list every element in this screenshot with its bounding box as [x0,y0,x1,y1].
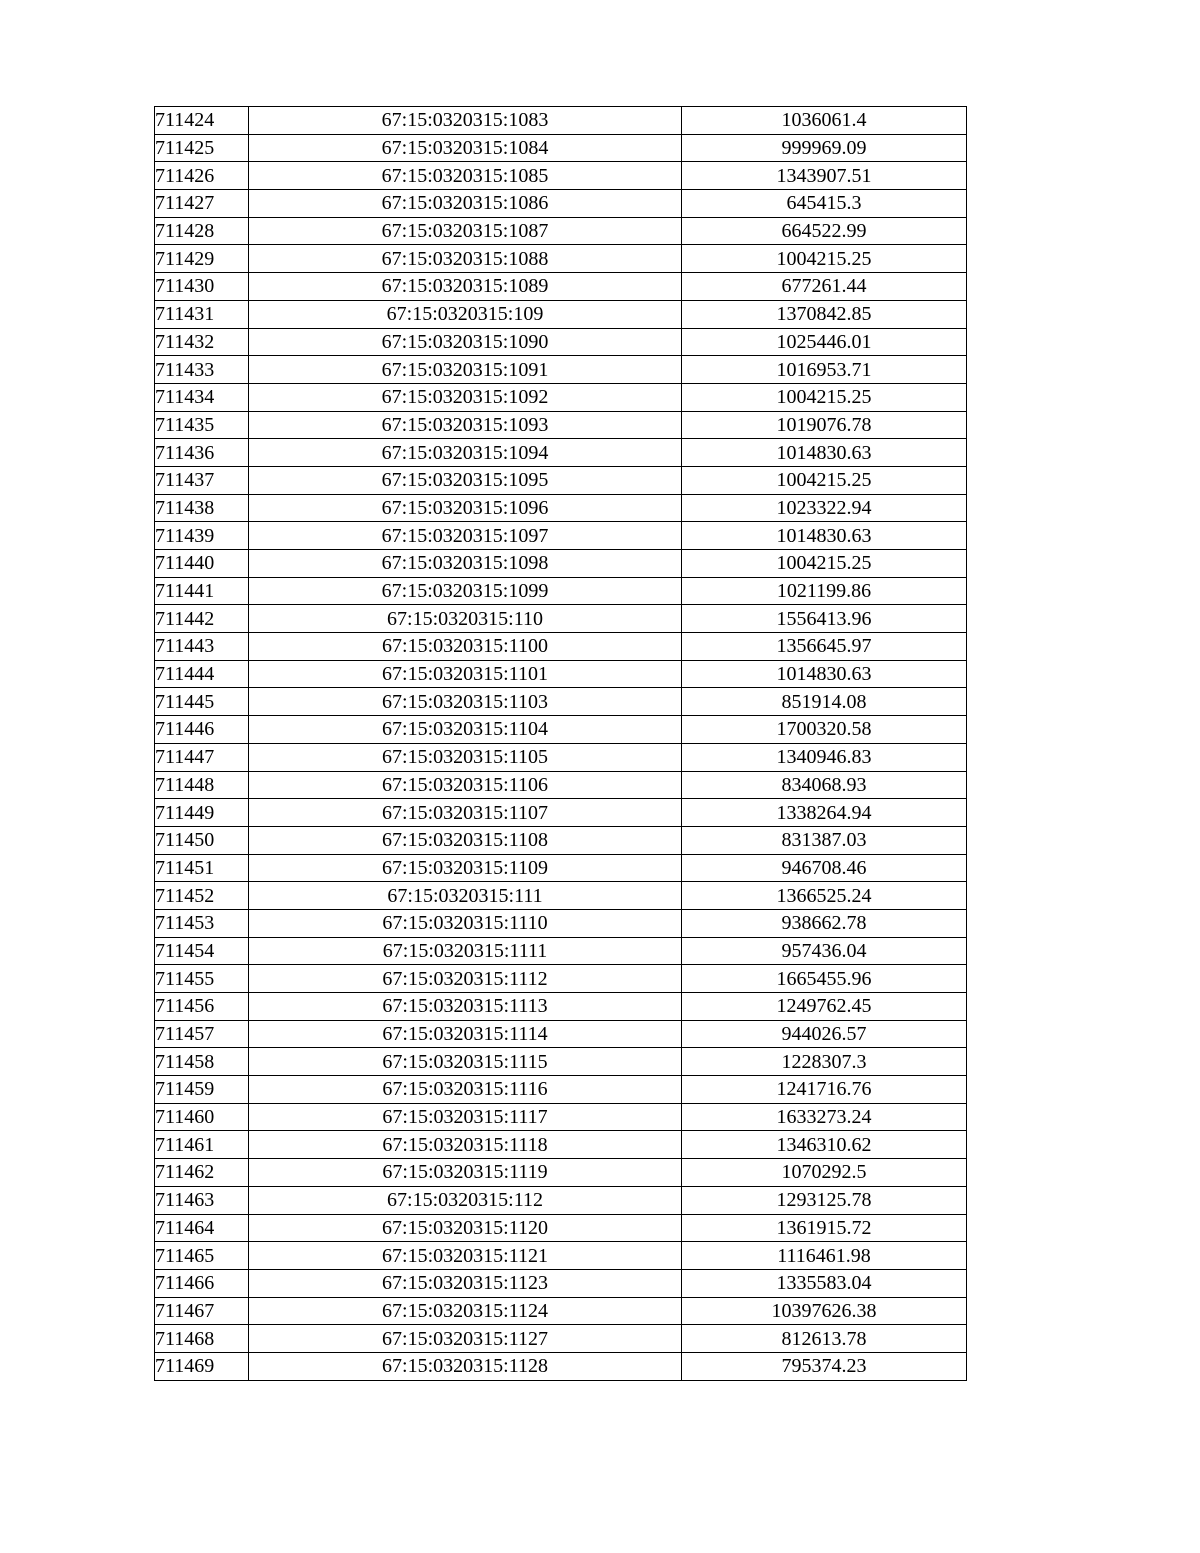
cadastral-value-cell: 938662.78 [682,909,967,937]
cadastral-number-cell: 67:15:0320315:112 [249,1186,682,1214]
table-row [155,134,967,162]
cadastral-value-cell: 812613.78 [682,1325,967,1353]
cadastral-number-cell: 67:15:0320315:1121 [249,1242,682,1270]
cadastral-number-cell: 67:15:0320315:1106 [249,771,682,799]
row-number-cell: 711464 [155,1214,249,1242]
cadastral-value-cell: 1021199.86 [682,577,967,605]
row-number-cell: 711462 [155,1159,249,1187]
cadastral-value-cell: 1293125.78 [682,1186,967,1214]
cadastral-number-cell: 67:15:0320315:1103 [249,688,682,716]
table-row [155,716,967,744]
cadastral-value-cell: 677261.44 [682,273,967,301]
row-number-cell: 711426 [155,162,249,190]
cadastral-value-cell: 1036061.4 [682,107,967,135]
cadastral-number-cell: 67:15:0320315:1097 [249,522,682,550]
row-number-cell: 711435 [155,411,249,439]
row-number-cell: 711447 [155,743,249,771]
cadastral-value-cell: 1249762.45 [682,993,967,1021]
cadastral-number-cell: 67:15:0320315:1101 [249,660,682,688]
row-number-cell: 711443 [155,633,249,661]
table-row [155,383,967,411]
cadastral-value-cell: 957436.04 [682,937,967,965]
cadastral-value-cell: 831387.03 [682,826,967,854]
row-number-cell: 711456 [155,993,249,1021]
table-row [155,1352,967,1380]
row-number-cell: 711465 [155,1242,249,1270]
row-number-cell: 711459 [155,1076,249,1104]
table-row [155,577,967,605]
cadastral-number-cell: 67:15:0320315:1112 [249,965,682,993]
cadastral-value-cell: 1338264.94 [682,799,967,827]
table-row [155,993,967,1021]
cadastral-number-cell: 67:15:0320315:1094 [249,439,682,467]
row-number-cell: 711442 [155,605,249,633]
cadastral-number-cell: 67:15:0320315:1123 [249,1269,682,1297]
table-row [155,771,967,799]
table-row [155,1048,967,1076]
table-row [155,882,967,910]
row-number-cell: 711451 [155,854,249,882]
table-row [155,1131,967,1159]
table-row [155,550,967,578]
cadastral-number-cell: 67:15:0320315:1113 [249,993,682,1021]
cadastral-value-cell: 1023322.94 [682,494,967,522]
cadastral-number-cell: 67:15:0320315:1087 [249,217,682,245]
row-number-cell: 711427 [155,190,249,218]
cadastral-number-cell: 67:15:0320315:1115 [249,1048,682,1076]
cadastral-value-cell: 999969.09 [682,134,967,162]
row-number-cell: 711437 [155,466,249,494]
row-number-cell: 711436 [155,439,249,467]
table-row [155,1325,967,1353]
table-row [155,190,967,218]
cadastral-value-cell: 851914.08 [682,688,967,716]
cadastral-value-cell: 1370842.85 [682,300,967,328]
table-row [155,162,967,190]
cadastral-value-cell: 834068.93 [682,771,967,799]
row-number-cell: 711432 [155,328,249,356]
cadastral-number-cell: 67:15:0320315:1100 [249,633,682,661]
cadastral-number-cell: 67:15:0320315:1098 [249,550,682,578]
cadastral-number-cell: 67:15:0320315:1117 [249,1103,682,1131]
table-row [155,273,967,301]
row-number-cell: 711467 [155,1297,249,1325]
cadastral-value-cell: 1116461.98 [682,1242,967,1270]
cadastral-value-cell: 1665455.96 [682,965,967,993]
cadastral-value-cell: 1025446.01 [682,328,967,356]
cadastral-number-cell: 67:15:0320315:1119 [249,1159,682,1187]
cadastral-value-cell: 946708.46 [682,854,967,882]
row-number-cell: 711455 [155,965,249,993]
cadastral-number-cell: 67:15:0320315:1105 [249,743,682,771]
row-number-cell: 711460 [155,1103,249,1131]
row-number-cell: 711438 [155,494,249,522]
cadastral-value-cell: 1361915.72 [682,1214,967,1242]
table-row [155,1076,967,1104]
table-row [155,107,967,135]
cadastral-number-cell: 67:15:0320315:109 [249,300,682,328]
table-row [155,1269,967,1297]
table-row [155,328,967,356]
cadastral-value-cell: 1016953.71 [682,356,967,384]
cadastral-number-cell: 67:15:0320315:1111 [249,937,682,965]
cadastral-number-cell: 67:15:0320315:1114 [249,1020,682,1048]
row-number-cell: 711434 [155,383,249,411]
row-number-cell: 711445 [155,688,249,716]
cadastral-value-cell: 795374.23 [682,1352,967,1380]
table-row [155,743,967,771]
cadastral-value-cell: 1019076.78 [682,411,967,439]
row-number-cell: 711461 [155,1131,249,1159]
cadastral-value-cell: 1340946.83 [682,743,967,771]
cadastral-number-cell: 67:15:0320315:1118 [249,1131,682,1159]
cadastral-number-cell: 67:15:0320315:110 [249,605,682,633]
row-number-cell: 711428 [155,217,249,245]
cadastral-value-cell: 1004215.25 [682,466,967,494]
cadastral-number-cell: 67:15:0320315:1107 [249,799,682,827]
cadastral-number-cell: 67:15:0320315:1093 [249,411,682,439]
cadastral-value-cell: 1700320.58 [682,716,967,744]
row-number-cell: 711446 [155,716,249,744]
table-row [155,411,967,439]
cadastral-value-cell: 1014830.63 [682,522,967,550]
table-row [155,1103,967,1131]
cadastral-value-cell: 664522.99 [682,217,967,245]
cadastral-value-cell: 1366525.24 [682,882,967,910]
row-number-cell: 711431 [155,300,249,328]
table-row [155,965,967,993]
cadastral-number-cell: 67:15:0320315:1089 [249,273,682,301]
table-row [155,660,967,688]
table-row [155,466,967,494]
cadastral-number-cell: 67:15:0320315:1083 [249,107,682,135]
cadastral-value-cell: 1633273.24 [682,1103,967,1131]
row-number-cell: 711463 [155,1186,249,1214]
row-number-cell: 711444 [155,660,249,688]
row-number-cell: 711448 [155,771,249,799]
table-body [155,107,967,1381]
table-row [155,605,967,633]
cadastral-number-cell: 67:15:0320315:1091 [249,356,682,384]
cadastral-number-cell: 67:15:0320315:1124 [249,1297,682,1325]
cadastral-value-cell: 1014830.63 [682,660,967,688]
table-row [155,909,967,937]
cadastral-value-cell: 1356645.97 [682,633,967,661]
row-number-cell: 711469 [155,1352,249,1380]
cadastral-number-cell: 67:15:0320315:1120 [249,1214,682,1242]
cadastral-value-cell: 944026.57 [682,1020,967,1048]
cadastral-value-cell: 1228307.3 [682,1048,967,1076]
table-row [155,1242,967,1270]
row-number-cell: 711424 [155,107,249,135]
row-number-cell: 711439 [155,522,249,550]
row-number-cell: 711430 [155,273,249,301]
cadastral-number-cell: 67:15:0320315:1109 [249,854,682,882]
table-row [155,1159,967,1187]
row-number-cell: 711468 [155,1325,249,1353]
cadastral-value-cell: 1335583.04 [682,1269,967,1297]
cadastral-number-cell: 67:15:0320315:1127 [249,1325,682,1353]
cadastral-number-cell: 67:15:0320315:1084 [249,134,682,162]
row-number-cell: 711429 [155,245,249,273]
cadastral-value-cell: 1004215.25 [682,245,967,273]
table-row [155,300,967,328]
table-row [155,1297,967,1325]
table-row [155,245,967,273]
cadastral-number-cell: 67:15:0320315:1110 [249,909,682,937]
cadastral-number-cell: 67:15:0320315:1092 [249,383,682,411]
table-row [155,937,967,965]
cadastral-number-cell: 67:15:0320315:1096 [249,494,682,522]
table-row [155,494,967,522]
cadastral-value-cell: 1070292.5 [682,1159,967,1187]
cadastral-value-cell: 1346310.62 [682,1131,967,1159]
row-number-cell: 711425 [155,134,249,162]
row-number-cell: 711458 [155,1048,249,1076]
cadastral-value-cell: 1556413.96 [682,605,967,633]
cadastral-value-cell: 645415.3 [682,190,967,218]
table-row [155,633,967,661]
cadastral-number-cell: 67:15:0320315:1090 [249,328,682,356]
cadastral-number-cell: 67:15:0320315:1104 [249,716,682,744]
row-number-cell: 711454 [155,937,249,965]
cadastral-value-cell: 1004215.25 [682,383,967,411]
cadastral-number-cell: 67:15:0320315:111 [249,882,682,910]
table-row [155,799,967,827]
cadastral-value-cell: 10397626.38 [682,1297,967,1325]
row-number-cell: 711452 [155,882,249,910]
table-row [155,854,967,882]
row-number-cell: 711440 [155,550,249,578]
row-number-cell: 711453 [155,909,249,937]
row-number-cell: 711466 [155,1269,249,1297]
cadastral-number-cell: 67:15:0320315:1108 [249,826,682,854]
cadastral-number-cell: 67:15:0320315:1085 [249,162,682,190]
cadastral-number-cell: 67:15:0320315:1099 [249,577,682,605]
row-number-cell: 711433 [155,356,249,384]
row-number-cell: 711449 [155,799,249,827]
cadastral-value-cell: 1343907.51 [682,162,967,190]
table-row [155,522,967,550]
table-row [155,217,967,245]
table-row [155,826,967,854]
cadastral-number-cell: 67:15:0320315:1095 [249,466,682,494]
table-row [155,356,967,384]
cadastral-number-cell: 67:15:0320315:1116 [249,1076,682,1104]
row-number-cell: 711441 [155,577,249,605]
table-row [155,1186,967,1214]
cadastral-value-table [154,106,967,1381]
table-row [155,1020,967,1048]
cadastral-value-cell: 1241716.76 [682,1076,967,1104]
row-number-cell: 711450 [155,826,249,854]
cadastral-number-cell: 67:15:0320315:1086 [249,190,682,218]
cadastral-number-cell: 67:15:0320315:1088 [249,245,682,273]
cadastral-value-cell: 1014830.63 [682,439,967,467]
table-row [155,1214,967,1242]
cadastral-value-cell: 1004215.25 [682,550,967,578]
table-row [155,439,967,467]
table-row [155,688,967,716]
row-number-cell: 711457 [155,1020,249,1048]
cadastral-number-cell: 67:15:0320315:1128 [249,1352,682,1380]
